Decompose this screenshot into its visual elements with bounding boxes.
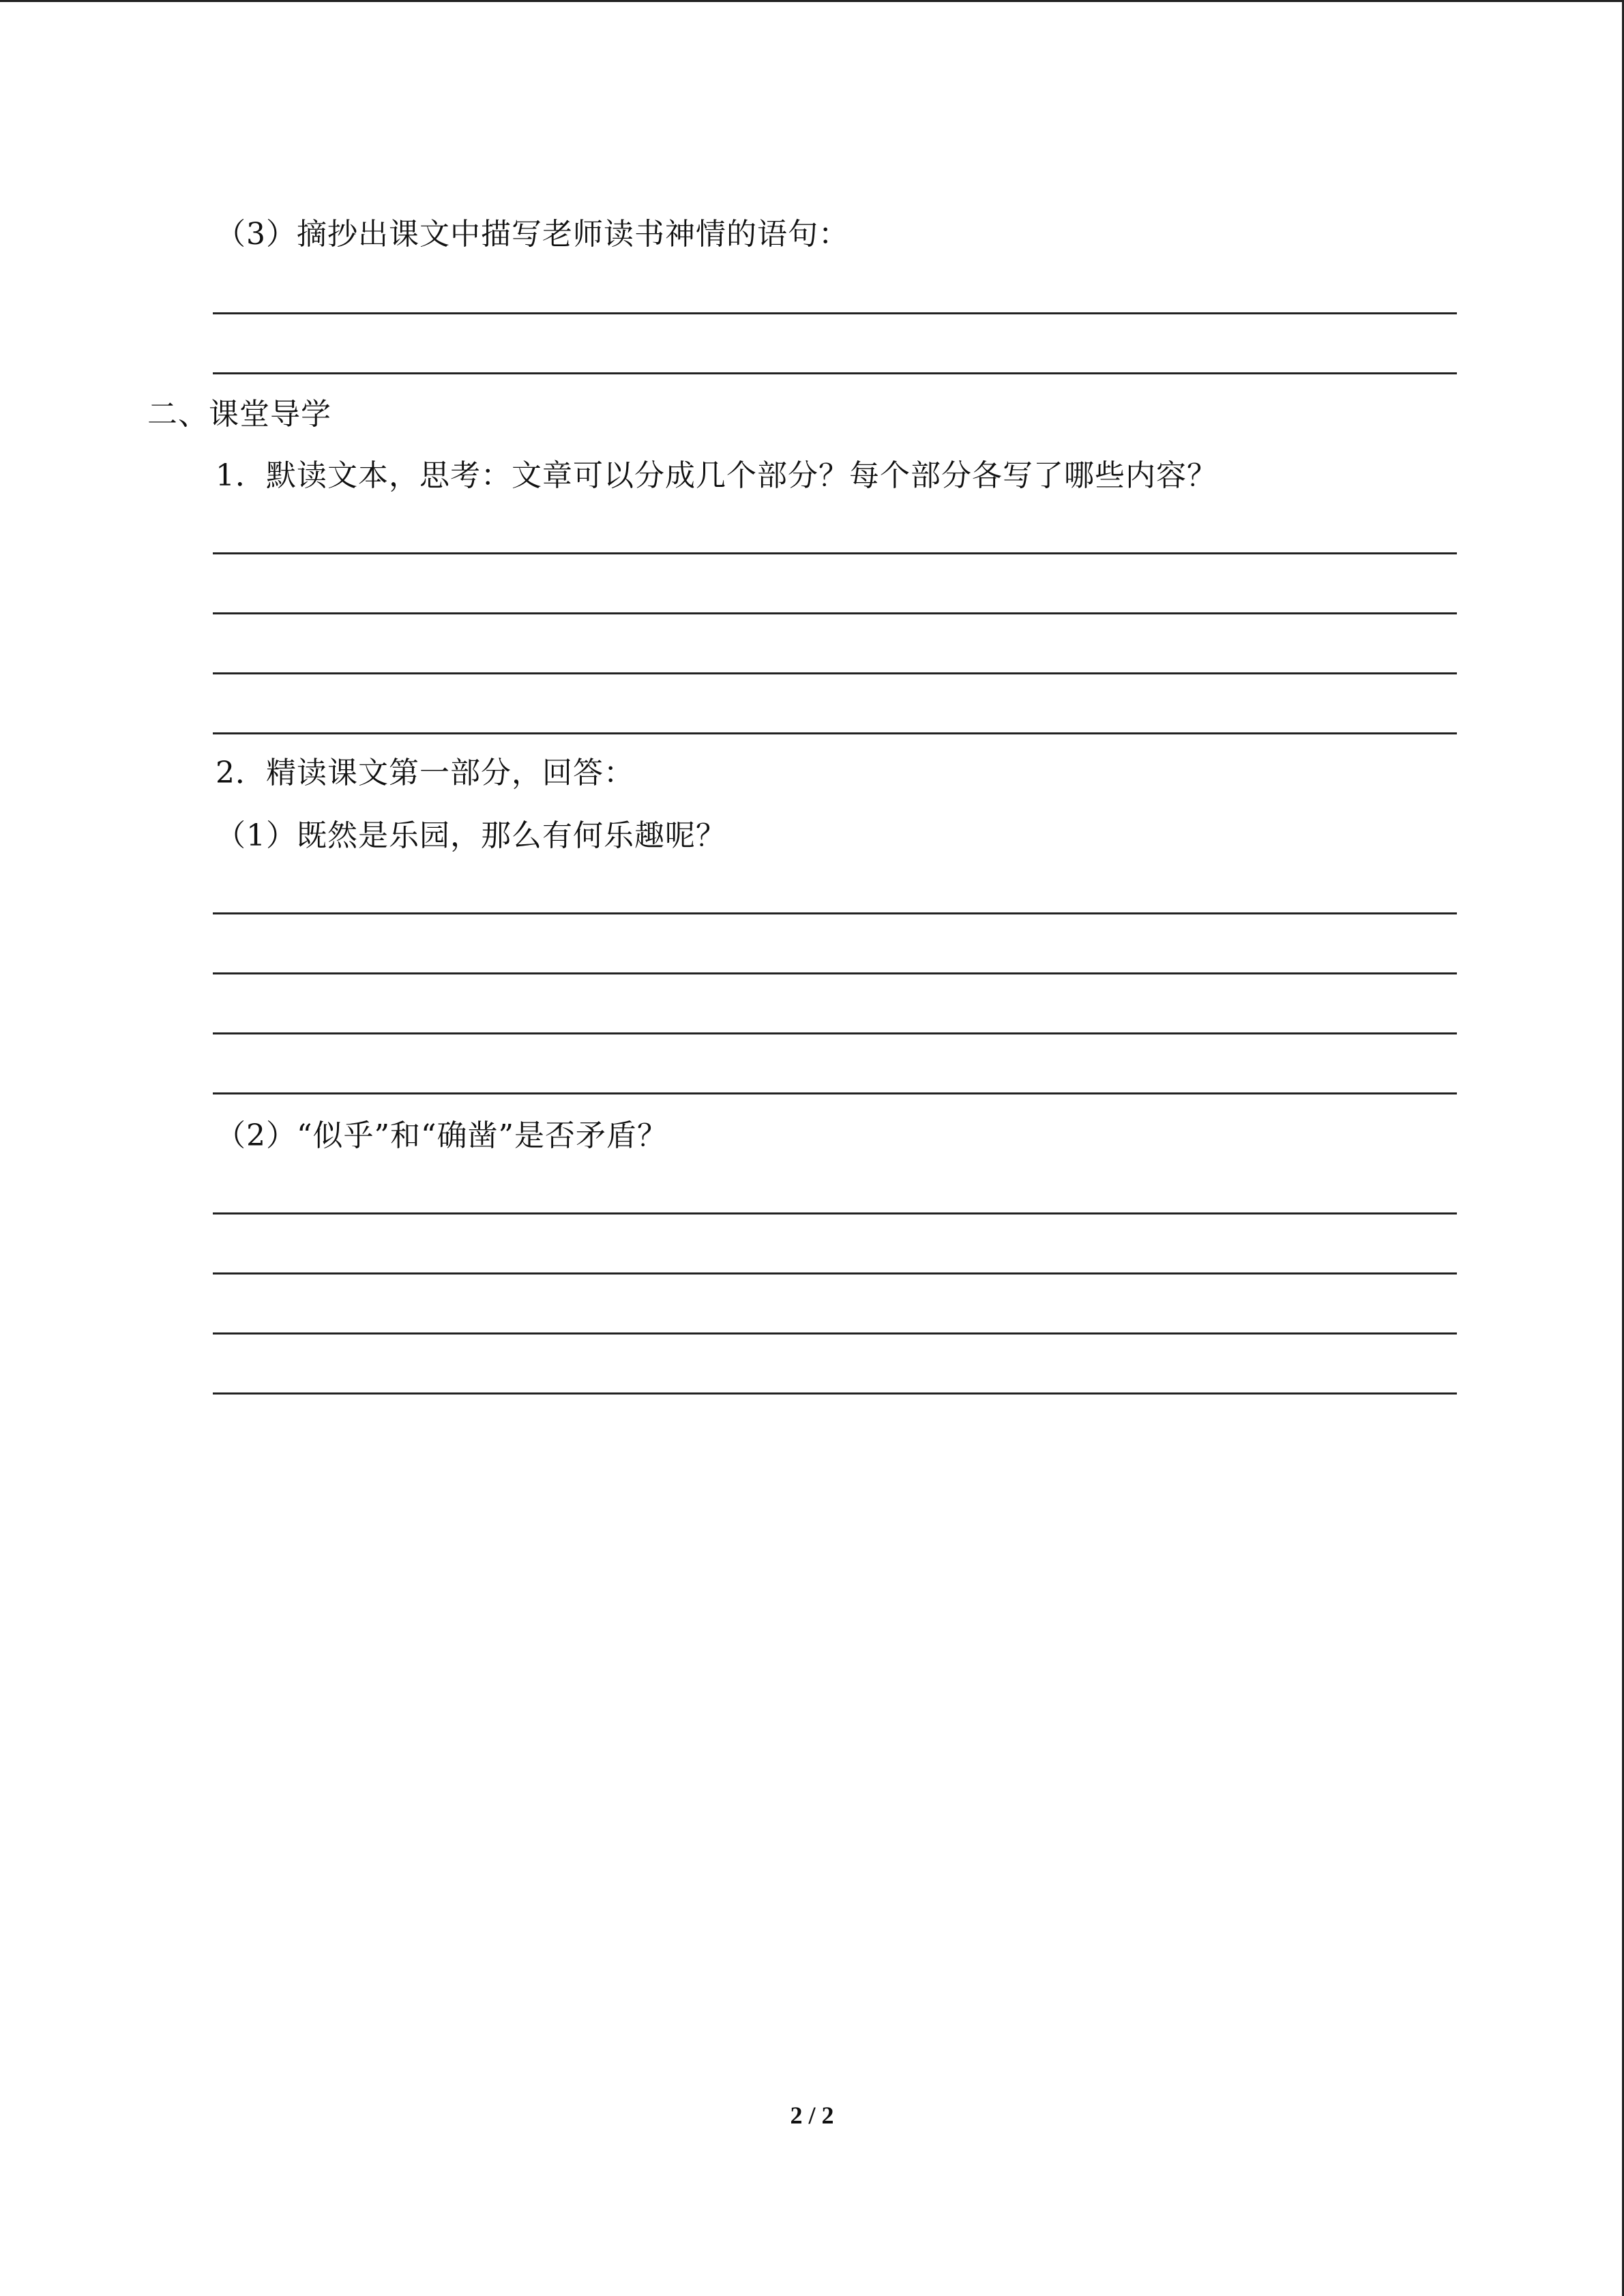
page-number: 2 / 2 (790, 2102, 834, 2129)
sub-question-1-prompt: （1）既然是乐园，那么有何乐趣呢？ (216, 818, 726, 853)
answer-line[interactable] (213, 672, 1457, 674)
answer-line[interactable] (213, 552, 1457, 554)
answer-line[interactable] (213, 1032, 1457, 1034)
question-1-prompt: 1．默读文本，思考：文章可以分成几个部分？每个部分各写了哪些内容？ (216, 458, 1217, 493)
answer-line[interactable] (213, 612, 1457, 614)
question-3-prompt: （3）摘抄出课文中描写老师读书神情的语句： (216, 217, 849, 252)
answer-line[interactable] (213, 1272, 1457, 1274)
answer-line[interactable] (213, 732, 1457, 734)
answer-line[interactable] (213, 372, 1457, 374)
answer-line[interactable] (213, 972, 1457, 974)
answer-line[interactable] (213, 312, 1457, 314)
answer-line[interactable] (213, 1212, 1457, 1214)
answer-line[interactable] (213, 1092, 1457, 1094)
answer-line[interactable] (213, 1332, 1457, 1335)
answer-line[interactable] (213, 912, 1457, 914)
sub-question-2-prompt: （2）“似乎”和“确凿”是否矛盾？ (216, 1118, 668, 1153)
section-heading: 二、课堂导学 (147, 397, 331, 432)
question-2-prompt: 2．精读课文第一部分，回答： (216, 756, 634, 790)
answer-line[interactable] (213, 1392, 1457, 1395)
